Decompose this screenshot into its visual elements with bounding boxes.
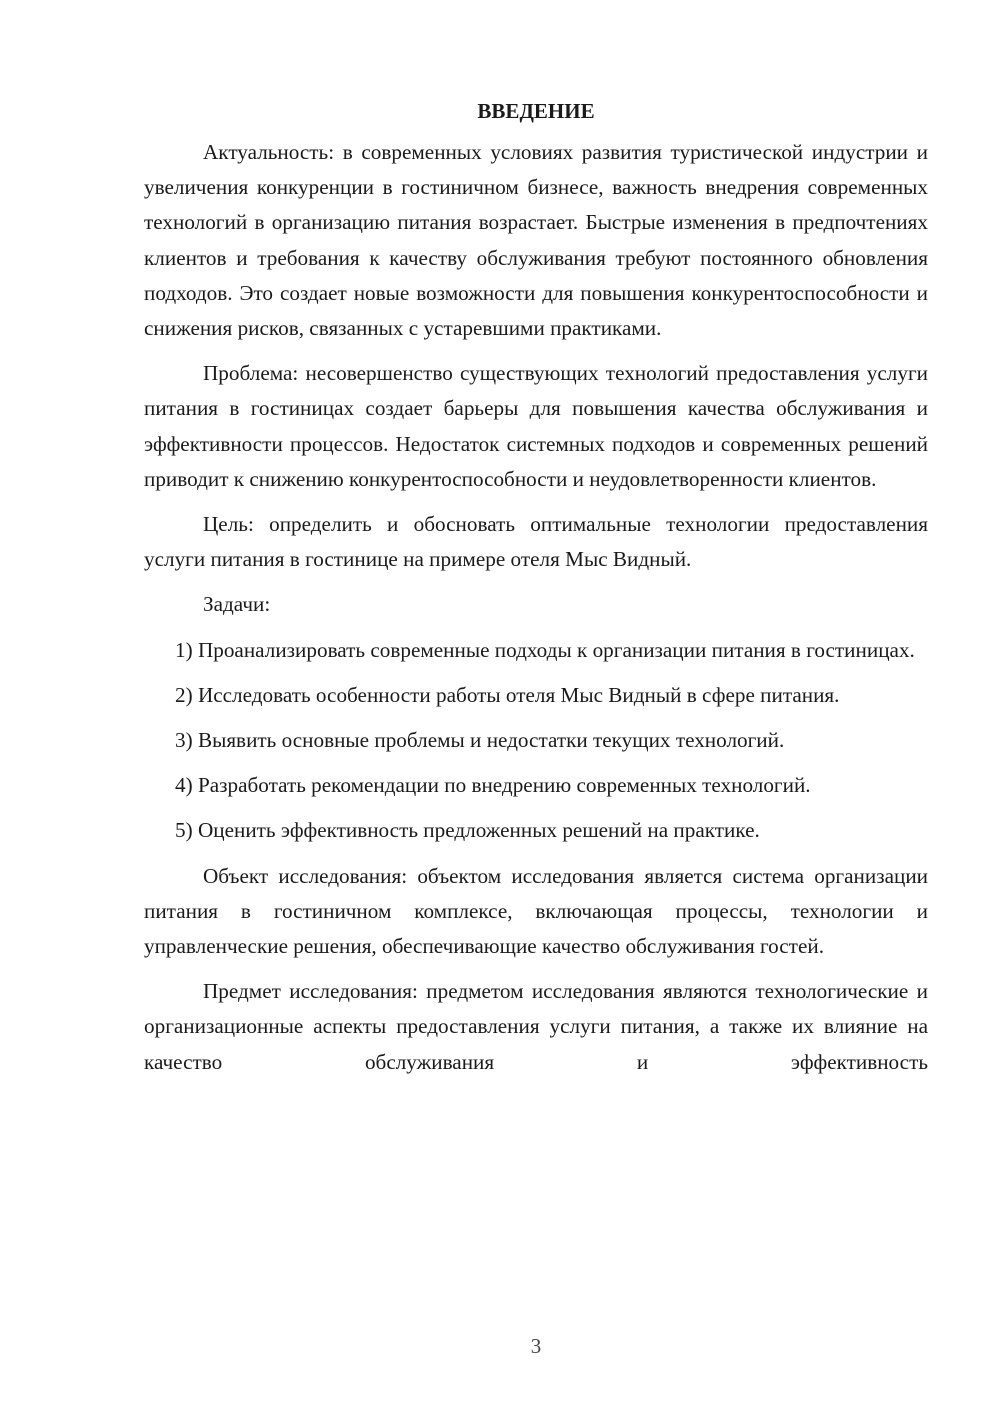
tasks-label: Задачи: [203, 592, 271, 617]
task-item-1: 1) Проанализировать современные подходы к организации питания в гостиницах. [175, 637, 915, 662]
subject-paragraph: Предмет исследования: предметом исследования являются технологические и организационные аспекты предоставления услуги питания, а также их влияние на качество обслуживания и эффективность [144, 979, 928, 1074]
object-paragraph: Объект исследования: объектом исследования является система организации питания в гостиничном комплексе, включающая процессы, технологии и управленческие решения, обеспечивающие качество обслуживания гостей. [144, 863, 928, 959]
relevance-paragraph: Актуальность: в современных условиях развития туристической индустрии и увеличения конкуренции в гостиничном бизнесе, важность внедрения современных технологий в организацию питания возрастает. Быстрые изменения в предпочтениях клиентов и требования к качеству обслуживания требуют постоянного обновления подходов. Это создает новые возможности для повышения конкурентоспособности и снижения рисков, связанных с устаревшими практиками. [144, 140, 928, 341]
task-item-3: 3) Выявить основные проблемы и недостатки текущих технологий. [175, 728, 785, 753]
problem-paragraph: Проблема: несовершенство существующих технологий предоставления услуги питания в гостиницах создает барьеры для повышения качества обслуживания и эффективности процессов. Недостаток системных подходов и современных решений приводит к снижению конкурентоспособности и неудовлетворенности клиентов. [144, 361, 928, 491]
page-number: 3 [530, 1334, 542, 1358]
document-page [144, 94, 928, 1080]
goal-paragraph: Цель: определить и обосновать оптимальные технологии предоставления услуги питания в гостинице на примере отеля Мыс Видный. [144, 512, 928, 572]
task-item-2: 2) Исследовать особенности работы отеля Мыс Видный в сфере питания. [175, 682, 840, 707]
task-item-4: 4) Разработать рекомендации по внедрению современных технологий. [175, 773, 811, 798]
section-heading: ВВЕДЕНИЕ [477, 99, 595, 123]
task-item-5: 5) Оценить эффективность предложенных решений на практике. [175, 818, 760, 843]
